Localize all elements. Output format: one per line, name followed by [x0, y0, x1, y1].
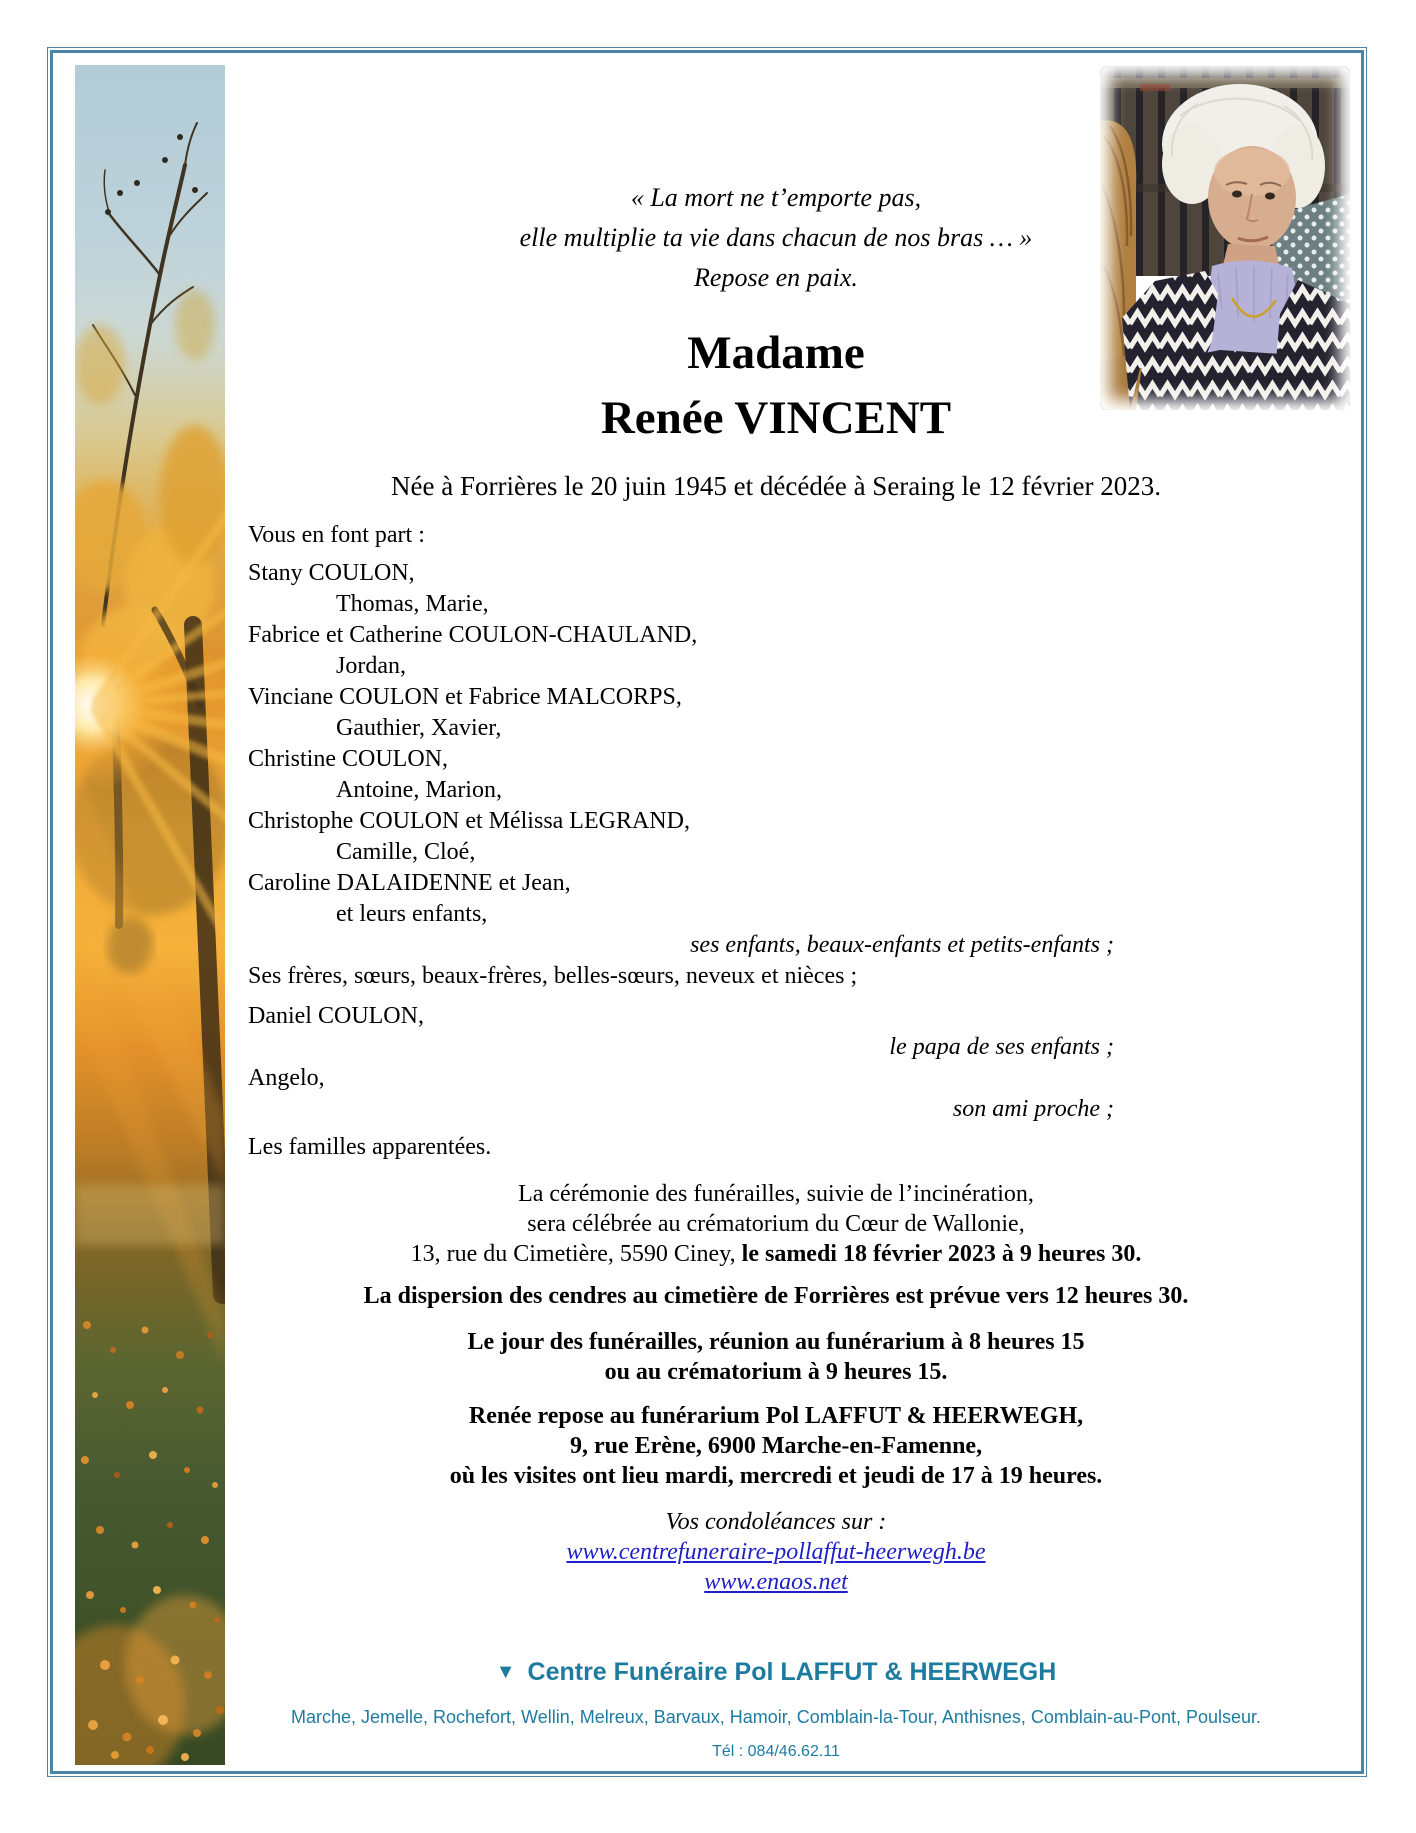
- family-member-line: et leurs enfants,: [336, 901, 488, 927]
- repose-details: [248, 1401, 1304, 1491]
- angelo-line: Angelo,: [248, 1065, 325, 1091]
- condolences-block: [248, 1507, 1304, 1597]
- family-member-line: Camille, Cloé,: [336, 839, 476, 865]
- reunion-line: Le jour des funérailles, réunion au funérarium à 8 heures 15: [467, 1329, 1085, 1355]
- funeral-home-name: [248, 1655, 1304, 1689]
- repose-line: Renée repose au funérarium Pol LAFFUT & HEERWEGH,: [468, 1403, 1084, 1429]
- title-madame: Madame: [687, 327, 865, 379]
- quote-line: « La mort ne t’emporte pas,: [630, 183, 922, 212]
- memorial-quote: [248, 178, 1304, 298]
- siblings-line: Ses frères, sœurs, beaux-frères, belles-sœurs, neveux et nièces ;: [248, 963, 858, 989]
- daniel-line: Daniel COULON,: [248, 1003, 424, 1029]
- daniel-role-line: le papa de ses enfants ;: [889, 1034, 1114, 1060]
- ceremony-line: La cérémonie des funérailles, suivie de l’incinération,: [518, 1181, 1034, 1207]
- family-member-line: Christine COULON,: [248, 746, 448, 772]
- family-member-line: Stany COULON,: [248, 560, 415, 586]
- announcement-body: [248, 178, 1304, 1597]
- family-member-line: Gauthier, Xavier,: [336, 715, 502, 741]
- repose-line: où les visites ont lieu mardi, mercredi et jeudi de 17 à 19 heures.: [449, 1463, 1103, 1489]
- quote-line: Repose en paix.: [694, 263, 858, 292]
- intro-line: Vous en font part :: [248, 522, 425, 548]
- family-member-line: Jordan,: [336, 653, 406, 679]
- funeral-home-phone: Tél : 084/46.62.11: [712, 1743, 840, 1760]
- ceremony-line-date: [248, 1239, 1304, 1269]
- condolences-label: Vos condoléances sur :: [665, 1509, 887, 1535]
- ceremony-details: [248, 1179, 1304, 1269]
- family-member-line: Antoine, Marion,: [336, 777, 502, 803]
- condolences-link-funeral-home[interactable]: www.centrefuneraire-pollaffut-heerwegh.be: [566, 1539, 986, 1565]
- triangle-logo-icon: ▼: [495, 1661, 516, 1683]
- family-list: [248, 558, 1304, 930]
- ashes-dispersion-line: La dispersion des cendres au cimetière de Forrières est prévue vers 12 heures 30.: [363, 1283, 1189, 1309]
- quote-line: elle multiplie ta vie dans chacun de nos bras … »: [519, 223, 1033, 252]
- ceremony-line: sera célébrée au crématorium du Cœur de Wallonie,: [527, 1211, 1025, 1237]
- condolences-link-enaos[interactable]: www.enaos.net: [704, 1569, 848, 1595]
- family-member-line: Christophe COULON et Mélissa LEGRAND,: [248, 808, 690, 834]
- families-line: Les familles apparentées.: [248, 1134, 492, 1160]
- angelo-role-line: son ami proche ;: [952, 1096, 1114, 1122]
- reunion-details: [248, 1327, 1304, 1387]
- family-member-line: Fabrice et Catherine COULON-CHAULAND,: [248, 622, 698, 648]
- repose-line: 9, rue Erène, 6900 Marche-en-Famenne,: [569, 1433, 983, 1459]
- birth-death-line: Née à Forrières le 20 juin 1945 et décédée à Seraing le 12 février 2023.: [391, 471, 1161, 501]
- deceased-name-title: [248, 321, 1304, 451]
- ceremony-address: 13, rue du Cimetière, 5590 Ciney,: [410, 1241, 742, 1267]
- ceremony-date: le samedi 18 février 2023 à 9 heures 30.: [741, 1241, 1142, 1267]
- funeral-home-label: Centre Funéraire Pol LAFFUT & HEERWEGH: [527, 1658, 1057, 1686]
- family-member-line: Caroline DALAIDENNE et Jean,: [248, 870, 571, 896]
- deceased-name: Renée VINCENT: [600, 392, 952, 444]
- autumn-trees-photo: [75, 65, 225, 1765]
- funeral-home-locations: Marche, Jemelle, Rochefort, Wellin, Melreux, Barvaux, Hamoir, Comblain-la-Tour, Anthisnes, Comblain-au-Pont, Poulseur.: [290, 1707, 1262, 1727]
- reunion-line: ou au crématorium à 9 heures 15.: [604, 1359, 948, 1385]
- family-member-line: Vinciane COULON et Fabrice MALCORPS,: [248, 684, 682, 710]
- children-role-line: ses enfants, beaux-enfants et petits-enfants ;: [690, 932, 1114, 958]
- family-member-line: Thomas, Marie,: [336, 591, 489, 617]
